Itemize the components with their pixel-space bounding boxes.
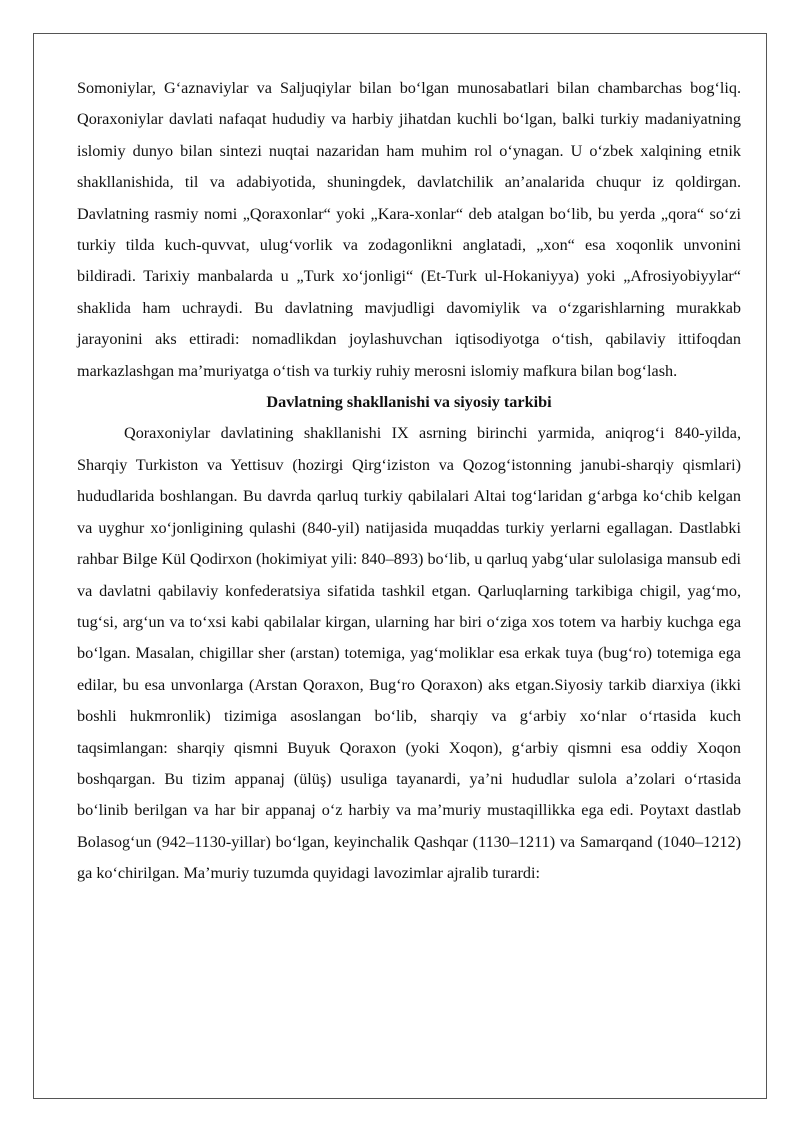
body-paragraph: Somoniylar, G‘aznaviylar va Saljuqiylar bilan bo‘lgan munosabatlari bilan chambarchas bog‘liq. Qoraxoniylar davlati nafaqat hududiy va harbiy jihatdan kuchli bo‘lgan, balki turkiy madaniyatning islomiy dunyo bilan sintezi nuqtai nazaridan ham muhim rol o‘ynagan. U o‘zbek xalqining etnik shakllanishida, til va adabiyotida, shuningdek, davlatchilik an’analarida chuqur iz qoldirgan. Davlatning rasmiy nomi „Qoraxonlar“ yoki „Kara-xonlar“ deb atalgan bo‘lib, bu yerda „qora“ so‘zi turkiy tilda kuch-quvvat, ulug‘vorlik va zodagonlikni anglatadi, „xon“ esa xoqonlik unvonini bildiradi. Tarixiy manbalarda u „Turk xo‘jonligi“ (Et-Turk ul-Hokaniyya) yoki „Afrosiyobiyylar“ shaklida ham uchraydi. Bu davlatning mavjudligi davomiylik va o‘zgarishlarning murakkab jarayonini aks ettiradi: nomadlikdan joylashuvchan iqtisodiyotga o‘tish, qabilaviy ittifoqdan markazlashgan ma’muriyatga o‘tish va turkiy ruhiy merosni islomiy mafkura bilan bog‘lash. — [77, 79, 741, 380]
document-body — [77, 73, 741, 890]
body-paragraph: Qoraxoniylar davlatining shakllanishi IX asrning birinchi yarmida, aniqrog‘i 840-yilda, Sharqiy Turkiston va Yettisuv (hozirgi Qirg‘iziston va Qozog‘istonning janubi-sharqiy qismlari) hududlarida boshlangan. Bu davrda qarluq turkiy qabilalari Altai tog‘laridan g‘arbga ko‘chib kelgan va uyghur xo‘jonligining qulashi (840-yil) natijasida muqaddas turkiy yerlarni egallagan. Dastlabki rahbar Bilge Kül Qodirxon (hokimiyat yili: 840–893) bo‘lib, u qarluq yabg‘ular sulolasiga mansub edi va davlatni qabilaviy konfederatsiya sifatida tashkil etgan. Qarluqlarning tarkibiga chigil, yag‘mo, tug‘si, arg‘un va to‘xsi kabi qabilalar kirgan, ularning har biri o‘ziga xos totem va harbiy kuchga ega bo‘lgan. Masalan, chigillar sher (arstan) totemiga, yag‘moliklar esa erkak tuya (bug‘ro) totemiga ega edilar, bu esa unvonlarga (Arstan Qoraxon, Bug‘ro Qoraxon) aks etgan.Siyosiy tarkib diarxiya (ikki boshli hukmronlik) tizimiga asoslangan bo‘lib, sharqiy va g‘arbiy xo‘nlar o‘rtasida kuch taqsimlangan: sharqiy qismni Buyuk Qoraxon (yoki Xoqon), g‘arbiy qismni esa oddiy Xoqon boshqargan. Bu tizim appanaj (ülüş) usuliga tayanardi, ya’ni hududlar sulola a’zolari o‘rtasida bo‘linib berilgan va har bir appanaj o‘z harbiy va ma’muriy mustaqillikka ega edi. Poytaxt dastlab Bolasog‘un (942–1130-yillar) bo‘lgan, keyinchalik Qashqar (1130–1211) va Samarqand (1040–1212) ga ko‘chirilgan. Ma’muriy tuzumda quyidagi lavozimlar ajralib turardi: — [77, 424, 741, 883]
section-heading: Davlatning shakllanishi va siyosiy tarkibi — [266, 393, 552, 412]
